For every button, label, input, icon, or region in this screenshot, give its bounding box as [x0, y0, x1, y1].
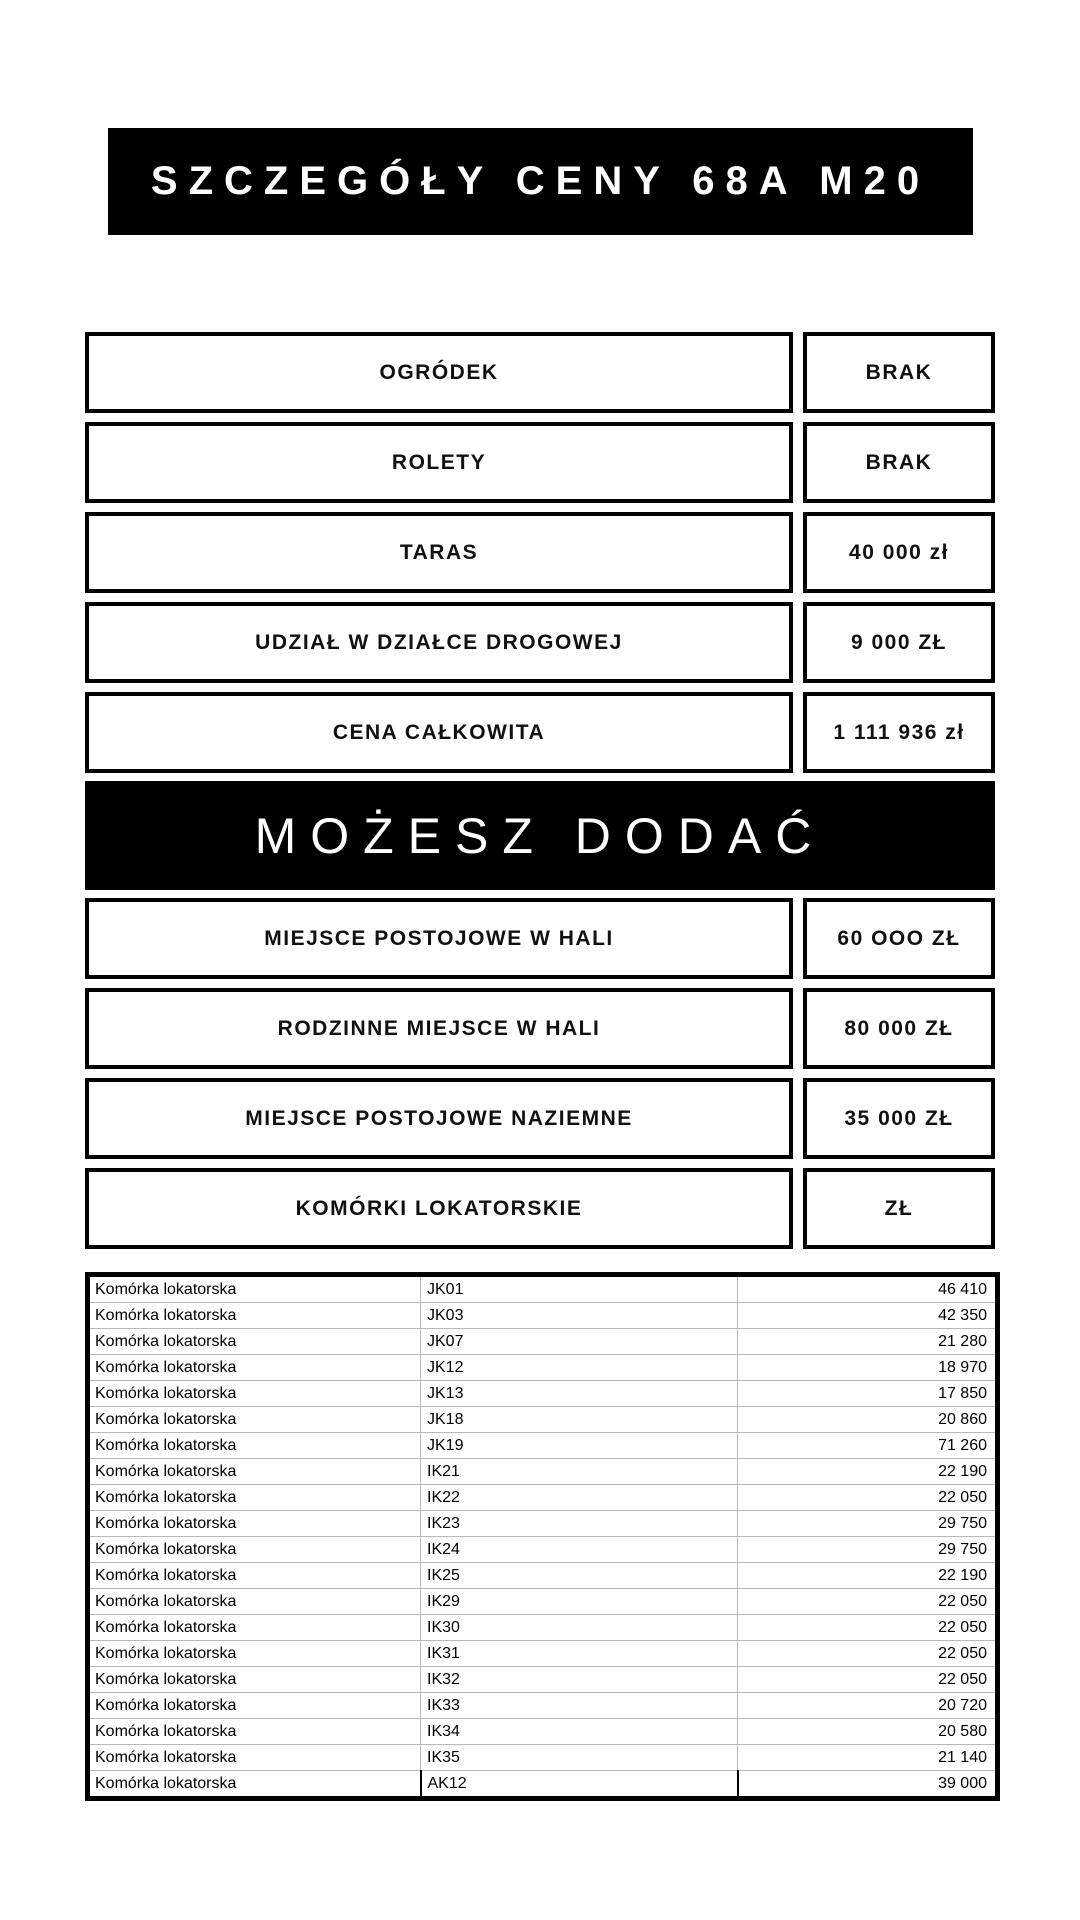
- addon-row-label: MIEJSCE POSTOJOWE NAZIEMNE: [85, 1078, 793, 1159]
- addon-row-komorki-lokatorskie: [85, 1168, 995, 1249]
- cell-unit-type: Komórka lokatorska: [88, 1641, 421, 1667]
- table-row: [88, 1275, 998, 1303]
- page-title: SZCZEGÓŁY CENY 68A M20: [150, 159, 931, 203]
- cell-unit-type: Komórka lokatorska: [88, 1693, 421, 1719]
- cell-unit-type: Komórka lokatorska: [88, 1275, 421, 1303]
- cell-unit-type: Komórka lokatorska: [88, 1667, 421, 1693]
- cell-unit-price: 22 050: [738, 1589, 998, 1615]
- table-row: [88, 1745, 998, 1771]
- price-row-udzial-w-dzialce: [85, 602, 995, 683]
- cell-unit-code: JK18: [421, 1407, 738, 1433]
- cell-unit-type: Komórka lokatorska: [88, 1537, 421, 1563]
- cell-unit-price: 17 850: [738, 1381, 998, 1407]
- table-row: [88, 1485, 998, 1511]
- price-row-value: BRAK: [803, 422, 995, 503]
- cell-unit-price: 20 720: [738, 1693, 998, 1719]
- table-row: [88, 1667, 998, 1693]
- addon-row-value: 35 000 ZŁ: [803, 1078, 995, 1159]
- price-row-rolety: [85, 422, 995, 503]
- cell-unit-price: 20 580: [738, 1719, 998, 1745]
- cell-unit-code: JK07: [421, 1329, 738, 1355]
- price-row-label: CENA CAŁKOWITA: [85, 692, 793, 773]
- cell-unit-type: Komórka lokatorska: [88, 1485, 421, 1511]
- table-row: [88, 1459, 998, 1485]
- storage-units-table: [85, 1272, 1000, 1801]
- cell-unit-code: JK19: [421, 1433, 738, 1459]
- addon-row-label: RODZINNE MIEJSCE W HALI: [85, 988, 793, 1069]
- cell-unit-code: AK12: [421, 1771, 738, 1799]
- cell-unit-price: 22 050: [738, 1615, 998, 1641]
- table-row: [88, 1537, 998, 1563]
- cell-unit-type: Komórka lokatorska: [88, 1407, 421, 1433]
- cell-unit-code: IK22: [421, 1485, 738, 1511]
- cell-unit-type: Komórka lokatorska: [88, 1433, 421, 1459]
- table-row: [88, 1771, 998, 1799]
- cell-unit-price: 29 750: [738, 1537, 998, 1563]
- cell-unit-price: 22 050: [738, 1641, 998, 1667]
- addon-row-value: ZŁ: [803, 1168, 995, 1249]
- cell-unit-price: 42 350: [738, 1303, 998, 1329]
- addon-row-label: MIEJSCE POSTOJOWE W HALI: [85, 898, 793, 979]
- cell-unit-code: IK21: [421, 1459, 738, 1485]
- cell-unit-type: Komórka lokatorska: [88, 1589, 421, 1615]
- cell-unit-type: Komórka lokatorska: [88, 1719, 421, 1745]
- cell-unit-price: 21 280: [738, 1329, 998, 1355]
- price-row-label: TARAS: [85, 512, 793, 593]
- cell-unit-type: Komórka lokatorska: [88, 1459, 421, 1485]
- price-row-label: UDZIAŁ W DZIAŁCE DROGOWEJ: [85, 602, 793, 683]
- addon-row-value: 80 000 ZŁ: [803, 988, 995, 1069]
- cell-unit-code: IK35: [421, 1745, 738, 1771]
- cell-unit-price: 22 050: [738, 1485, 998, 1511]
- price-row-value: 40 000 zł: [803, 512, 995, 593]
- cell-unit-code: JK03: [421, 1303, 738, 1329]
- price-row-label: ROLETY: [85, 422, 793, 503]
- cell-unit-price: 71 260: [738, 1433, 998, 1459]
- page-title-banner: [108, 128, 973, 235]
- addons-heading: MOŻESZ DODAĆ: [254, 807, 826, 864]
- cell-unit-price: 39 000: [738, 1771, 998, 1799]
- cell-unit-type: Komórka lokatorska: [88, 1355, 421, 1381]
- price-row-label: OGRÓDEK: [85, 332, 793, 413]
- addon-row-miejsce-postojowe-naziemne: [85, 1078, 995, 1159]
- cell-unit-price: 22 190: [738, 1459, 998, 1485]
- price-row-value: BRAK: [803, 332, 995, 413]
- cell-unit-code: IK29: [421, 1589, 738, 1615]
- cell-unit-code: IK30: [421, 1615, 738, 1641]
- cell-unit-code: IK34: [421, 1719, 738, 1745]
- table-row: [88, 1407, 998, 1433]
- addon-row-miejsce-postojowe-w-hali: [85, 898, 995, 979]
- cell-unit-code: IK33: [421, 1693, 738, 1719]
- table-row: [88, 1329, 998, 1355]
- addons-section-banner: [85, 781, 995, 890]
- cell-unit-code: IK24: [421, 1537, 738, 1563]
- cell-unit-type: Komórka lokatorska: [88, 1615, 421, 1641]
- price-row-cena-calkowita: [85, 692, 995, 773]
- table-row: [88, 1563, 998, 1589]
- cell-unit-code: IK25: [421, 1563, 738, 1589]
- table-row: [88, 1511, 998, 1537]
- cell-unit-code: JK13: [421, 1381, 738, 1407]
- table-row: [88, 1615, 998, 1641]
- addon-row-rodzinne-miejsce-w-hali: [85, 988, 995, 1069]
- addon-row-label: KOMÓRKI LOKATORSKIE: [85, 1168, 793, 1249]
- price-row-value: 1 111 936 zł: [803, 692, 995, 773]
- price-row-ogrodek: [85, 332, 995, 413]
- cell-unit-price: 22 190: [738, 1563, 998, 1589]
- cell-unit-price: 21 140: [738, 1745, 998, 1771]
- cell-unit-type: Komórka lokatorska: [88, 1329, 421, 1355]
- cell-unit-price: 29 750: [738, 1511, 998, 1537]
- table-row: [88, 1433, 998, 1459]
- table-row: [88, 1303, 998, 1329]
- cell-unit-price: 22 050: [738, 1667, 998, 1693]
- table-row: [88, 1381, 998, 1407]
- cell-unit-code: IK31: [421, 1641, 738, 1667]
- cell-unit-type: Komórka lokatorska: [88, 1563, 421, 1589]
- cell-unit-type: Komórka lokatorska: [88, 1745, 421, 1771]
- table-row: [88, 1355, 998, 1381]
- cell-unit-code: IK32: [421, 1667, 738, 1693]
- cell-unit-code: JK01: [421, 1275, 738, 1303]
- price-row-value: 9 000 ZŁ: [803, 602, 995, 683]
- table-row: [88, 1719, 998, 1745]
- table-row: [88, 1641, 998, 1667]
- cell-unit-price: 46 410: [738, 1275, 998, 1303]
- cell-unit-code: JK12: [421, 1355, 738, 1381]
- addon-row-value: 60 OOO ZŁ: [803, 898, 995, 979]
- price-row-taras: [85, 512, 995, 593]
- cell-unit-type: Komórka lokatorska: [88, 1303, 421, 1329]
- cell-unit-code: IK23: [421, 1511, 738, 1537]
- cell-unit-type: Komórka lokatorska: [88, 1381, 421, 1407]
- cell-unit-price: 20 860: [738, 1407, 998, 1433]
- cell-unit-type: Komórka lokatorska: [88, 1511, 421, 1537]
- cell-unit-type: Komórka lokatorska: [88, 1771, 421, 1799]
- table-row: [88, 1693, 998, 1719]
- table-row: [88, 1589, 998, 1615]
- cell-unit-price: 18 970: [738, 1355, 998, 1381]
